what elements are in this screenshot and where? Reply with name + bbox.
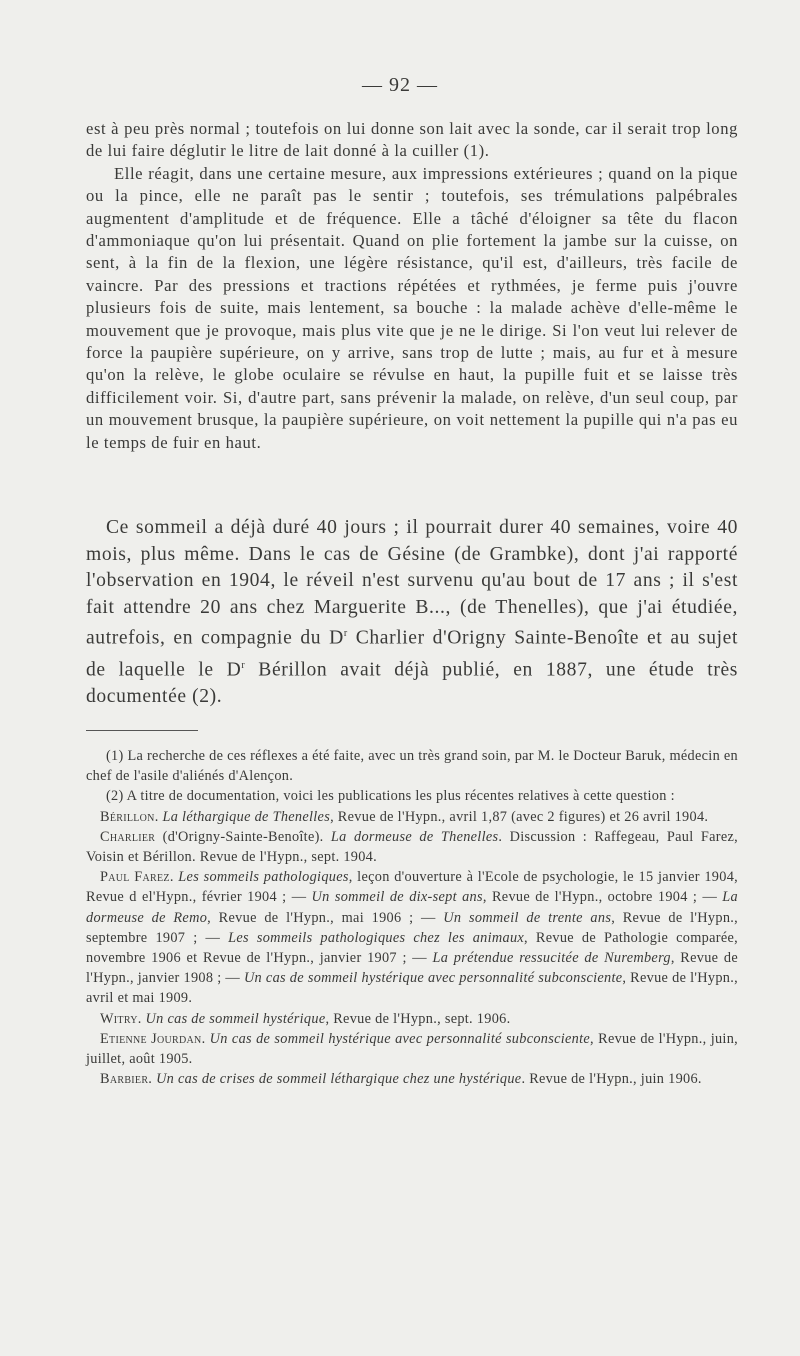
citation-text: , Revue de l'Hypn., octobre 1904 ; — bbox=[482, 889, 723, 906]
citation-list bbox=[86, 807, 738, 1090]
superscript-r: r bbox=[241, 659, 246, 671]
large-part-2: Charlier d'Origny Sainte-Benoîte et au sujet de laquelle le D bbox=[86, 627, 738, 681]
footnote-divider bbox=[86, 730, 198, 731]
citation-text: , Revue de l'Hypn., mai 1906 ; — bbox=[207, 909, 444, 926]
citation-text: , Revue de l'Hypn., juin, juillet, août 1905. bbox=[86, 1030, 739, 1068]
citation-text: , Revue de l'Hypn., septembre 1907 ; — bbox=[86, 909, 739, 946]
citation-text: . Discussion : Raffegeau, Paul Farez, Voisin et Bérillon. Revue de l'Hypn., sept. 1904. bbox=[86, 828, 739, 866]
citation-title: Les sommeils pathologiques bbox=[178, 869, 349, 886]
citation-title: Un cas de sommeil hystérique bbox=[145, 1010, 326, 1027]
paragraph-observation: Elle réagit, dans une certaine mesure, aux impressions extérieures ; quand on la pique ou la pince, elle ne paraît pas le sentir ; toutefois, ses trémulations palpébrales augmentent d'amplitude et de fréquence. Elle a tâché d'éloigner sa tête du flacon d'ammoniaque qu'on lui présentait. Quand on plie fortement la jambe sur la cuisse, on sent, à la fin de la flexion, une légère résistance, qu'il est, d'ailleurs, très facile de vaincre. Par des pressions et tractions répétées et rythmées, je ferme puis j'ouvre plusieurs fois de suite, mais lentement, sa bouche : la malade achève d'elle-même le mouvement que je provoque, mais plus vite que je ne le dirige. Si l'on veut lui relever de force la paupière supérieure, on y arrive, sans trop de lutte ; mais, au fur et à mesure qu'on la relève, le globe oculaire se révulse en haut, la pupille fuit et se laisse très difficilement voir. Si, d'autre part, sans prévenir la malade, on relève, d'un seul coup, par un mouvement brusque, la paupière supérieure, on voit nettement la pupille qui n'a pas eu le temps de fuir en haut. bbox=[86, 163, 738, 452]
citation-title: Un cas de sommeil hystérique avec personnalité subconsciente bbox=[243, 970, 623, 987]
citation-title: Un cas de sommeil hystérique avec personnalité subconsciente bbox=[209, 1030, 591, 1047]
citation-author: Witry. bbox=[100, 1010, 142, 1027]
citation-text: , Revue de l'Hypn., avril 1,87 (avec 2 figures) et 26 avril 1904. bbox=[330, 808, 709, 825]
citation-text: , Revue de Pathologie comparée, novembre 1906 et Revue de l'Hypn., janvier 1907 ; — bbox=[86, 929, 738, 967]
citation-author: Bérillon. bbox=[100, 808, 159, 825]
citation-author: Etienne Jourdan. bbox=[100, 1030, 206, 1047]
citation-title: Les sommeils pathologiques chez les animaux bbox=[228, 929, 525, 946]
large-paragraph bbox=[86, 515, 738, 710]
citation-title: La léthargique de Thenelles bbox=[162, 808, 331, 825]
citation-title: Un sommeil de trente ans bbox=[443, 909, 612, 926]
citation-text: . Revue de l'Hypn., juin 1906. bbox=[521, 1071, 702, 1088]
citation-title: La prétendue ressucitée de Nuremberg bbox=[432, 950, 671, 967]
footnotes bbox=[86, 746, 738, 1089]
citation-author: Charlier bbox=[100, 828, 156, 845]
citation-entry bbox=[86, 1009, 738, 1029]
large-paragraph-text bbox=[86, 515, 738, 710]
citation-text: , Revue de l'Hypn., sept. 1906. bbox=[325, 1010, 511, 1027]
footnote-2: (2) A titre de documentation, voici les publications les plus récentes relatives à cette question : bbox=[106, 788, 675, 805]
citation-title: Un cas de crises de sommeil léthargique chez une hystérique bbox=[156, 1071, 522, 1088]
page-number: — 92 — bbox=[362, 74, 438, 96]
large-part-3: Bérillon avait déjà publié, en 1887, une étude très documentée (2). bbox=[86, 659, 738, 707]
citation-entry bbox=[86, 807, 738, 827]
citation-text: , leçon d'ouverture à l'Ecole de psychologie, le 15 janvier 1904, Revue d el'Hypn., février 1904 ; — bbox=[86, 869, 739, 906]
paragraph-continuation: est à peu près normal ; toutefois on lui donne son lait avec la sonde, car il serait trop long de lui faire déglutir le litre de lait donné à la cuiller (1). bbox=[86, 119, 738, 161]
citation-text: , Revue de l'Hypn., janvier 1908 ; — bbox=[86, 950, 739, 987]
footnote-1: (1) La recherche de ces réflexes a été faite, avec un très grand soin, par M. le Docteur Baruk, médecin en chef de l'asile d'aliénés d'Alençon. bbox=[86, 748, 738, 785]
citation-text: (d'Origny-Sainte-Benoîte). bbox=[155, 828, 331, 845]
superscript-r: r bbox=[343, 628, 348, 640]
citation-entry bbox=[86, 1029, 738, 1069]
citation-title: La dormeuse de Thenelles bbox=[330, 828, 499, 845]
citation-entry bbox=[86, 1069, 738, 1089]
large-part-1: Ce sommeil a déjà duré 40 jours ; il pourrait durer 40 semaines, voire 40 mois, plus même. Dans le cas de Gésine (de Grambke), dont j'ai rapporté l'observation en 1904, le réveil n'est survenu qu'au bout de 17 ans ; il s'est fait attendre 20 ans chez Marguerite B..., (de Thenelles), que j'ai étudiée, autrefois, en compagnie du D bbox=[86, 517, 738, 649]
main-text bbox=[86, 118, 738, 454]
citation-entry bbox=[86, 827, 738, 867]
citation-title: Un sommeil de dix-sept ans bbox=[311, 889, 483, 906]
citation-entry bbox=[86, 867, 738, 1008]
citation-text: , Revue de l'Hypn., avril et mai 1909. bbox=[86, 970, 738, 1007]
citation-title: La dormeuse de Remo bbox=[86, 889, 738, 926]
citation-author: Paul Farez. bbox=[100, 869, 174, 886]
citation-author: Barbier. bbox=[100, 1071, 153, 1088]
